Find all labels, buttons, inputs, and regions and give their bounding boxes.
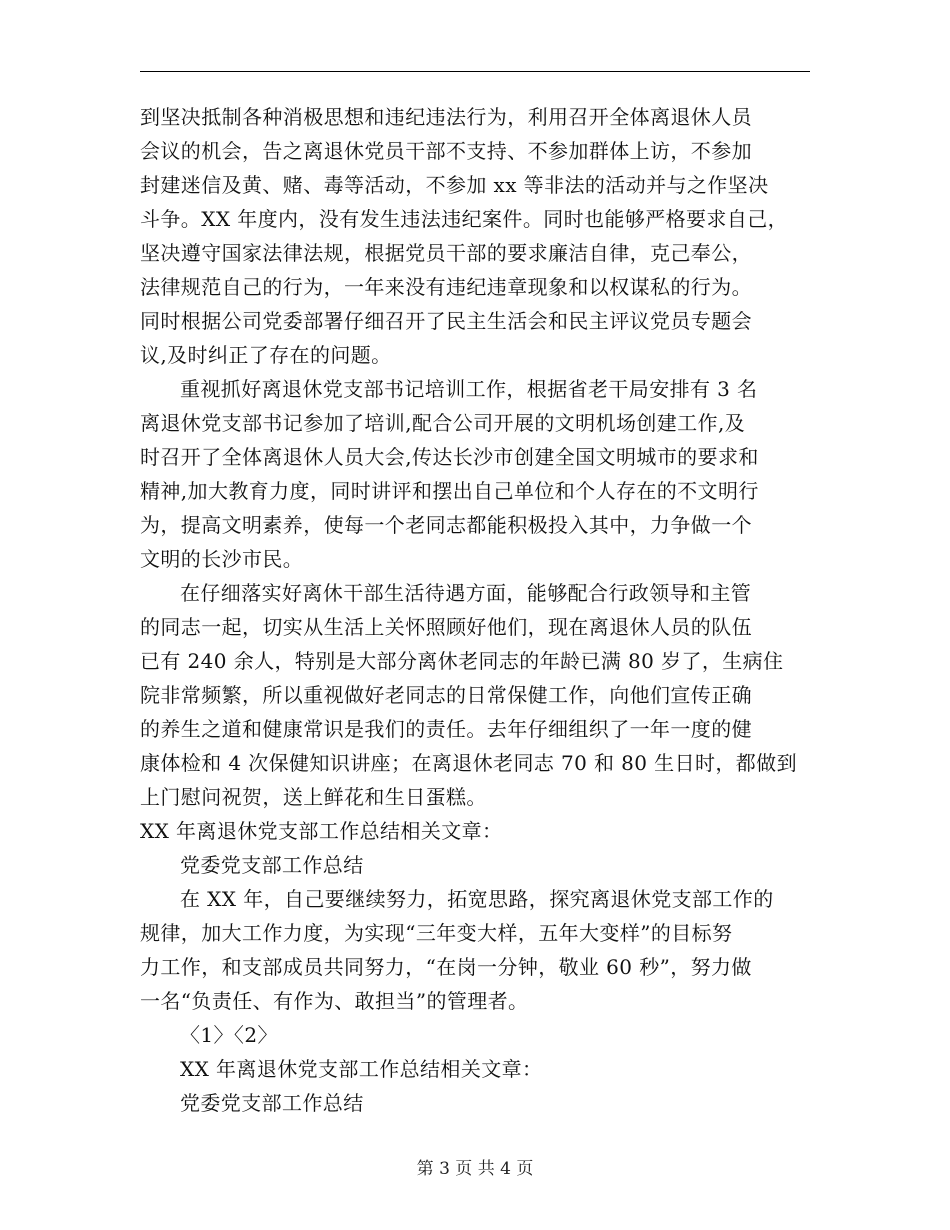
text-line: 的养生之道和健康常识是我们的责任。去年仔细组织了一年一度的健 — [140, 717, 752, 741]
text-line: 离退休党支部书记参加了培训,配合公司开展的文明机场创建工作,及 — [140, 411, 746, 435]
header-rule — [140, 71, 810, 72]
text-line: 到坚决抵制各种消极思想和违纪违法行为，利用召开全体离退休人员 — [140, 105, 752, 129]
pagination[interactable] — [140, 1018, 815, 1052]
paragraph-outlook — [140, 882, 815, 1018]
text-line: 上门慰问祝贺，送上鲜花和生日蛋糕。 — [140, 785, 487, 809]
text-line: 文明的长沙市民。 — [140, 547, 304, 571]
page-footer: 第 3 页 共 4 页 — [416, 1159, 534, 1179]
related-articles-heading-2 — [140, 1052, 815, 1086]
text-line: 同时根据公司党委部署仔细召开了民主生活会和民主评议党员专题会 — [140, 309, 752, 333]
text-line: 康体检和 4 次保健知识讲座；在离退休老同志 70 和 80 生日时，都做到 — [140, 751, 797, 775]
related-heading: XX 年离退休党支部工作总结相关文章： — [140, 819, 503, 843]
text-line: 力工作，和支部成员共同努力，“在岗一分钟，敬业 60 秒”，努力做 — [140, 955, 752, 979]
text-line: 会议的机会，告之离退休党员干部不支持、不参加群体上访，不参加 — [140, 139, 752, 163]
related-articles-heading — [140, 814, 815, 848]
paragraph-welfare — [140, 576, 815, 814]
document-body — [140, 100, 815, 1120]
text-line: 精神,加大教育力度，同时讲评和摆出自己单位和个人存在的不文明行 — [140, 479, 759, 503]
text-line: 议,及时纠正了存在的问题。 — [140, 343, 392, 367]
text-line: 院非常频繁，所以重视做好老同志的日常保健工作，向他们宣传正确 — [140, 683, 752, 707]
related-article-title[interactable]: 党委党支部工作总结 — [180, 853, 364, 877]
text-line: 法律规范自己的行为，一年来没有违纪违章现象和以权谋私的行为。 — [140, 275, 752, 299]
text-line: 坚决遵守国家法律法规，根据党员干部的要求廉洁自律，克己奉公， — [140, 241, 752, 265]
text-line: 封建迷信及黄、赌、毒等活动，不参加 xx 等非法的活动并与之作坚决 — [140, 173, 769, 197]
text-line: 斗争。XX 年度内，没有发生违法违纪案件。同时也能够严格要求自己， — [140, 207, 789, 231]
paragraph-discipline — [140, 100, 815, 372]
text-line: 在 XX 年，自己要继续努力，拓宽思路，探究离退休党支部工作的 — [180, 887, 774, 911]
text-line: 的同志一起，切实从生活上关怀照顾好他们，现在离退休人员的队伍 — [140, 615, 752, 639]
text-line: 已有 240 余人，特别是大部分离休老同志的年龄已满 80 岁了，生病住 — [140, 649, 784, 673]
related-article-title[interactable]: 党委党支部工作总结 — [180, 1091, 364, 1115]
related-article-link-2[interactable] — [140, 1086, 815, 1120]
text-line: 在仔细落实好离休干部生活待遇方面，能够配合行政领导和主管 — [180, 581, 752, 605]
related-heading: XX 年离退休党支部工作总结相关文章： — [180, 1057, 543, 1081]
text-line: 为，提高文明素养，使每一个老同志都能积极投入其中，力争做一个 — [140, 513, 752, 537]
text-line: 时召开了全体离退休人员大会,传达长沙市创建全国文明城市的要求和 — [140, 445, 759, 469]
text-line: 规律，加大工作力度，为实现“三年变大样，五年大变样”的目标努 — [140, 921, 733, 945]
related-article-link[interactable] — [140, 848, 815, 882]
paragraph-training — [140, 372, 815, 576]
pagination-links[interactable]: 〈1〉〈2〉 — [180, 1023, 278, 1047]
text-line: 重视抓好离退休党支部书记培训工作，根据省老干局安排有 3 名 — [180, 377, 758, 401]
text-line: 一名“负责任、有作为、敢担当”的管理者。 — [140, 989, 529, 1013]
